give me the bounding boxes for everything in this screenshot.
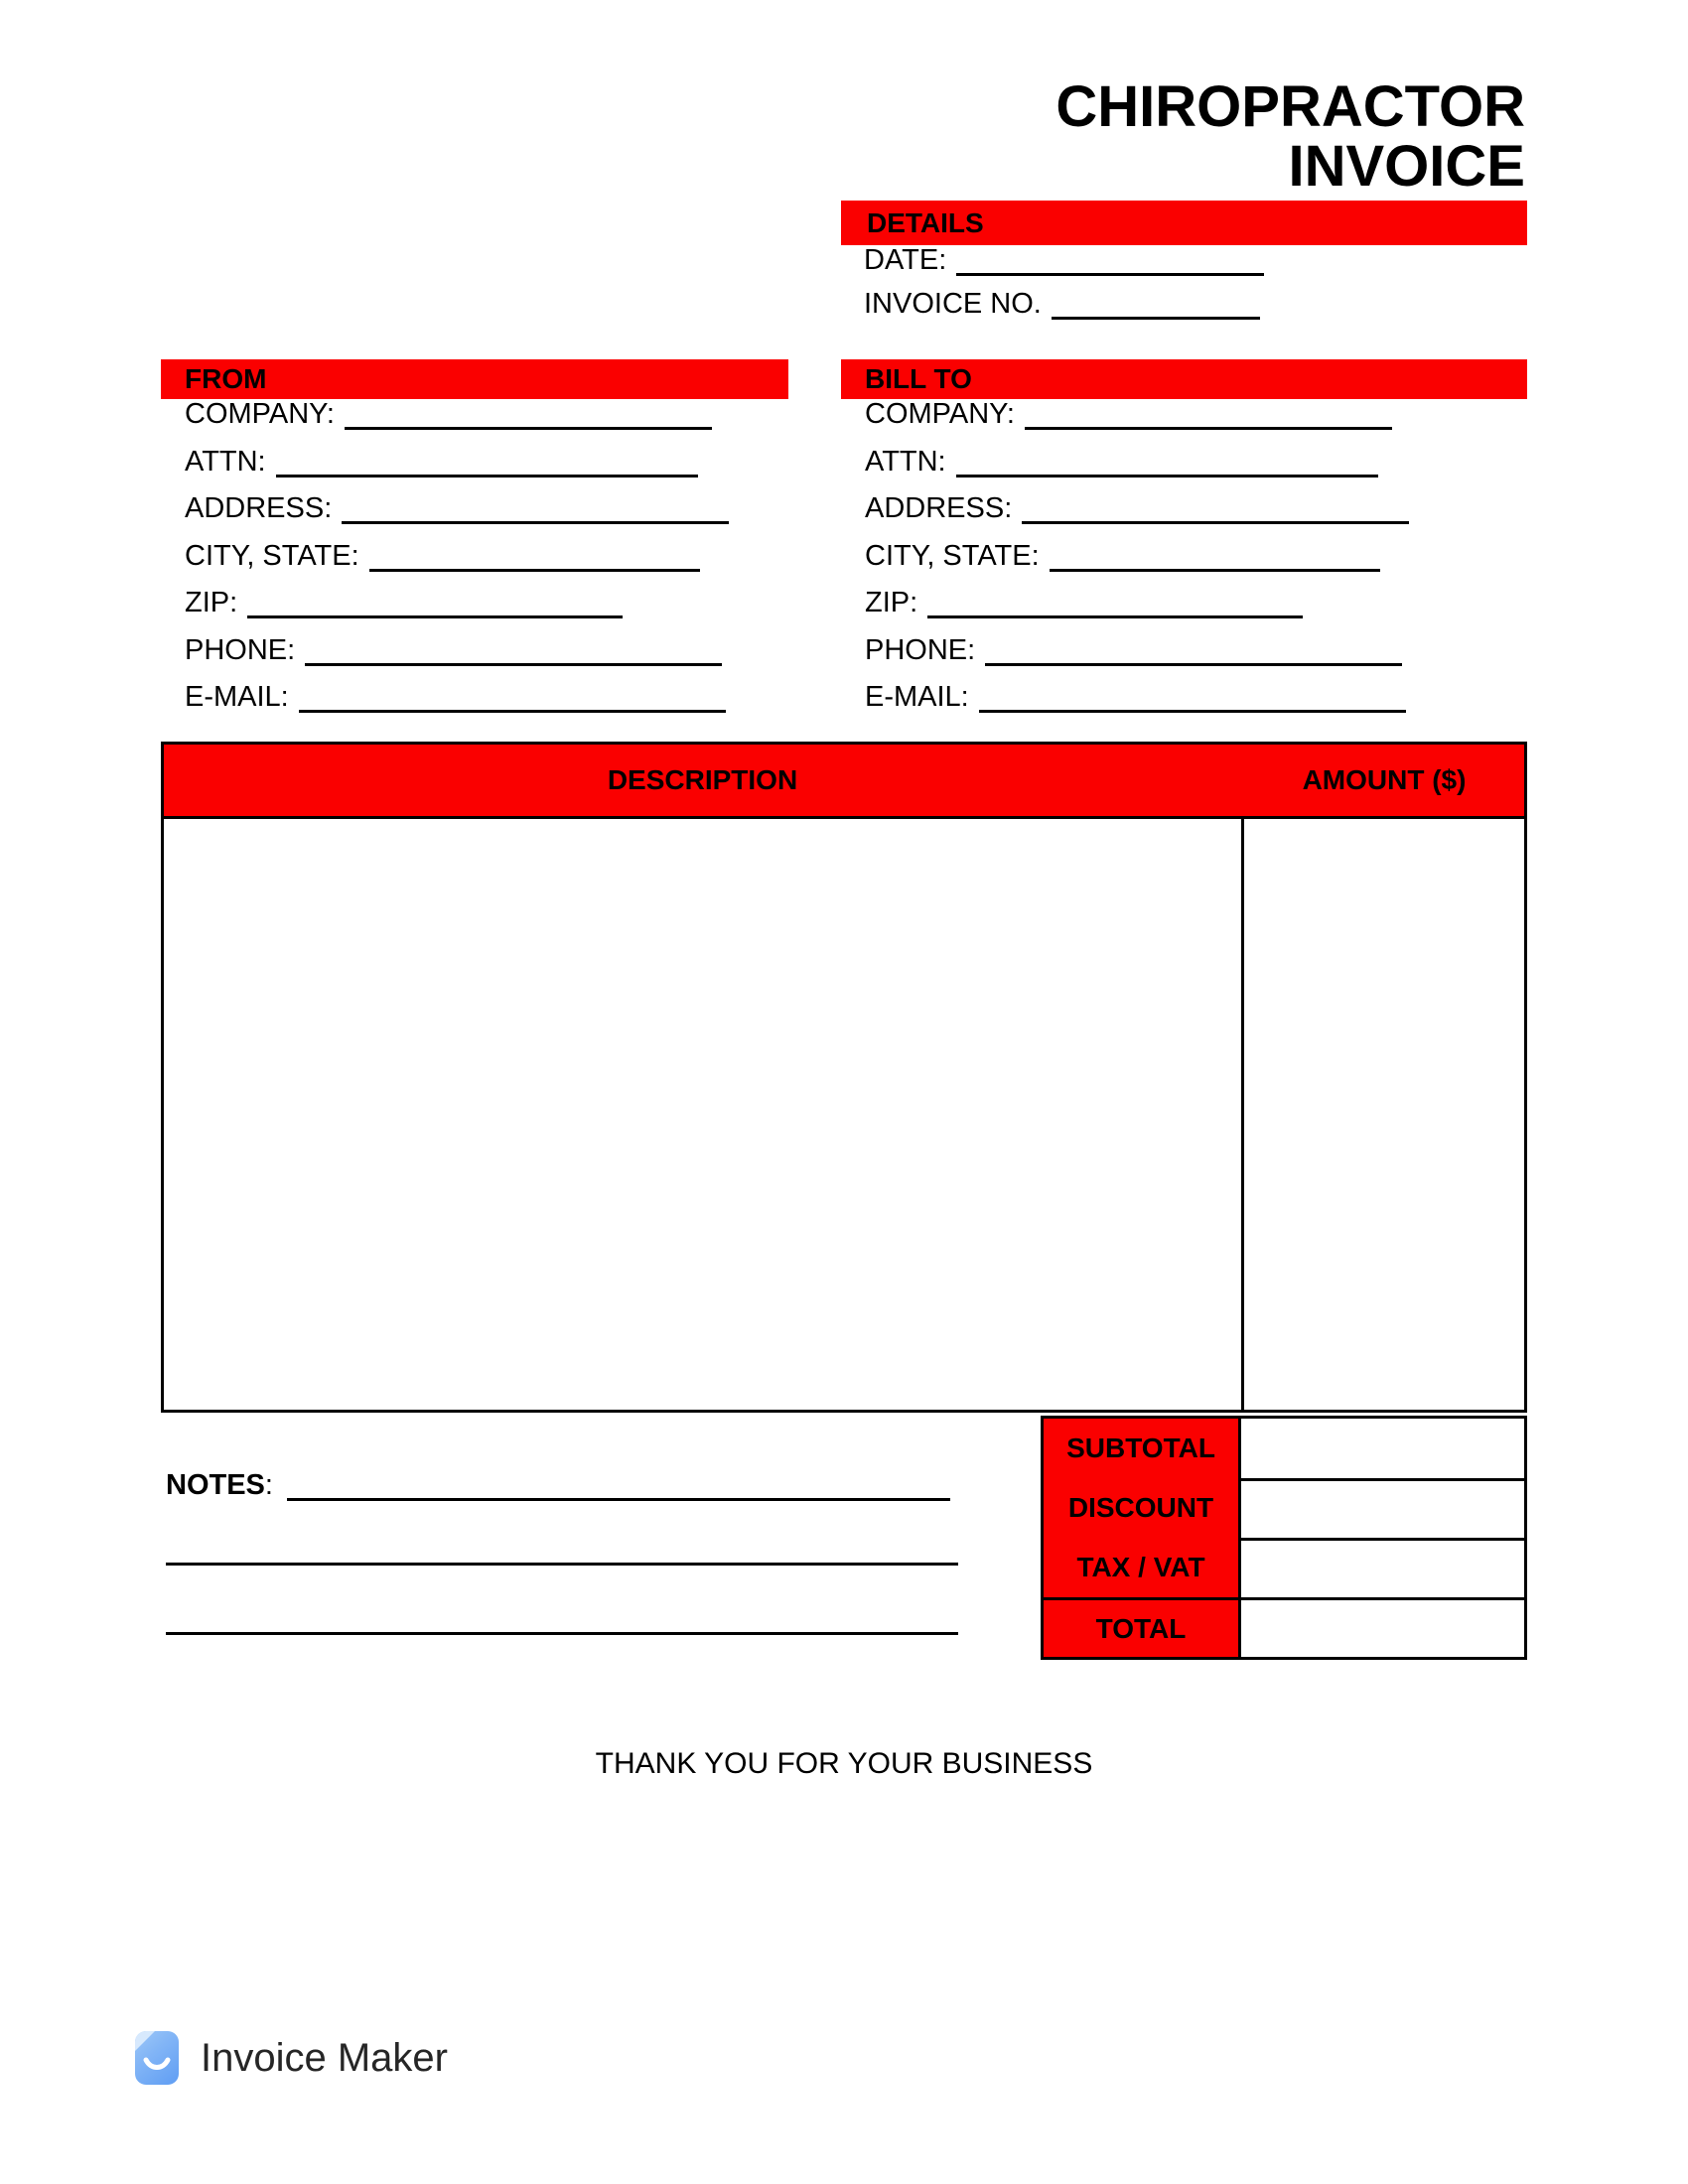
description-column-header: DESCRIPTION xyxy=(607,764,798,795)
from-phone-row xyxy=(185,634,729,682)
bill-to-fields xyxy=(865,398,1409,729)
smile-glyph xyxy=(143,2057,171,2073)
bill-to-phone-label: PHONE: xyxy=(865,633,976,666)
bill-to-phone-input-line[interactable] xyxy=(985,659,1402,666)
tax-vat-value-cell[interactable] xyxy=(1241,1538,1524,1597)
bill-to-city-state-label: CITY, STATE: xyxy=(865,539,1040,572)
bill-to-header-label: BILL TO xyxy=(865,363,972,394)
date-input-line[interactable] xyxy=(956,269,1264,276)
from-zip-row xyxy=(185,587,729,634)
bill-to-company-label: COMPANY: xyxy=(865,398,1015,430)
bill-to-phone-row xyxy=(865,634,1409,682)
from-city-state-input-line[interactable] xyxy=(369,565,700,572)
bill-to-company-input-line[interactable] xyxy=(1025,423,1392,430)
bill-to-company-row xyxy=(865,398,1409,446)
invoice-no-input-line[interactable] xyxy=(1052,313,1260,320)
bill-to-city-state-input-line[interactable] xyxy=(1050,565,1380,572)
notes-colon: : xyxy=(264,1469,273,1501)
notes-input-line-3[interactable] xyxy=(166,1632,958,1635)
from-address-label: ADDRESS: xyxy=(185,492,333,524)
bill-to-zip-row xyxy=(865,587,1409,634)
document-title xyxy=(1055,74,1525,199)
title-line-2: INVOICE xyxy=(1288,134,1525,199)
from-header-label: FROM xyxy=(185,363,267,394)
bill-to-address-input-line[interactable] xyxy=(1022,517,1409,524)
thank-you-message: THANK YOU FOR YOUR BUSINESS xyxy=(595,1747,1093,1780)
from-email-label: E-MAIL: xyxy=(185,681,289,713)
logo-text: Invoice Maker xyxy=(201,2035,448,2080)
subtotal-label: SUBTOTAL xyxy=(1044,1419,1241,1478)
document-smile-icon xyxy=(135,2031,179,2085)
from-city-state-label: CITY, STATE: xyxy=(185,539,359,572)
from-attn-row xyxy=(185,446,729,493)
column-divider xyxy=(1241,819,1244,1410)
from-attn-label: ATTN: xyxy=(185,445,266,478)
bill-to-email-input-line[interactable] xyxy=(979,706,1406,713)
from-address-input-line[interactable] xyxy=(342,517,729,524)
invoice-no-field-row xyxy=(864,288,1264,332)
totals-table xyxy=(1041,1416,1527,1660)
bill-to-attn-input-line[interactable] xyxy=(956,471,1378,478)
invoice-no-label: INVOICE NO. xyxy=(864,288,1042,320)
date-field-row xyxy=(864,244,1264,288)
amount-column-header: AMOUNT ($) xyxy=(1302,764,1467,795)
details-header-label: DETAILS xyxy=(867,206,984,238)
total-row xyxy=(1044,1597,1524,1657)
subtotal-row xyxy=(1044,1419,1524,1478)
from-zip-label: ZIP: xyxy=(185,587,238,618)
total-value-cell[interactable] xyxy=(1241,1597,1524,1657)
from-section-header xyxy=(161,359,788,399)
items-table xyxy=(161,742,1527,1413)
bill-to-email-row xyxy=(865,681,1409,729)
from-company-label: COMPANY: xyxy=(185,398,335,430)
from-email-input-line[interactable] xyxy=(299,706,726,713)
notes-row xyxy=(166,1469,950,1502)
from-company-row xyxy=(185,398,729,446)
notes-label: NOTES xyxy=(166,1469,265,1501)
from-company-input-line[interactable] xyxy=(345,423,712,430)
folded-corner xyxy=(135,2031,155,2051)
bill-to-address-label: ADDRESS: xyxy=(865,492,1013,524)
from-phone-input-line[interactable] xyxy=(305,659,722,666)
details-fields xyxy=(864,244,1264,332)
title-line-1: CHIROPRACTOR xyxy=(1055,74,1525,139)
bill-to-address-row xyxy=(865,492,1409,540)
total-label: TOTAL xyxy=(1044,1597,1241,1657)
invoice-maker-logo xyxy=(135,2031,448,2085)
tax-vat-row xyxy=(1044,1538,1524,1597)
items-table-header xyxy=(164,745,1524,819)
bill-to-attn-row xyxy=(865,446,1409,493)
date-label: DATE: xyxy=(864,244,947,276)
bill-to-zip-input-line[interactable] xyxy=(927,612,1303,618)
details-section-header xyxy=(841,201,1527,245)
bill-to-section-header xyxy=(841,359,1527,399)
discount-row xyxy=(1044,1478,1524,1538)
bill-to-email-label: E-MAIL: xyxy=(865,681,969,713)
bill-to-city-state-row xyxy=(865,540,1409,588)
from-email-row xyxy=(185,681,729,729)
discount-label: DISCOUNT xyxy=(1044,1478,1241,1538)
bill-to-zip-label: ZIP: xyxy=(865,587,918,618)
subtotal-value-cell[interactable] xyxy=(1241,1419,1524,1478)
from-city-state-row xyxy=(185,540,729,588)
from-phone-label: PHONE: xyxy=(185,633,296,666)
items-table-body[interactable] xyxy=(164,819,1524,1410)
from-zip-input-line[interactable] xyxy=(247,612,623,618)
bill-to-attn-label: ATTN: xyxy=(865,445,946,478)
from-attn-input-line[interactable] xyxy=(276,471,698,478)
from-address-row xyxy=(185,492,729,540)
notes-input-line-1[interactable] xyxy=(287,1494,950,1501)
from-fields xyxy=(185,398,729,729)
discount-value-cell[interactable] xyxy=(1241,1478,1524,1538)
tax-vat-label: TAX / VAT xyxy=(1044,1538,1241,1597)
notes-input-line-2[interactable] xyxy=(166,1563,958,1566)
